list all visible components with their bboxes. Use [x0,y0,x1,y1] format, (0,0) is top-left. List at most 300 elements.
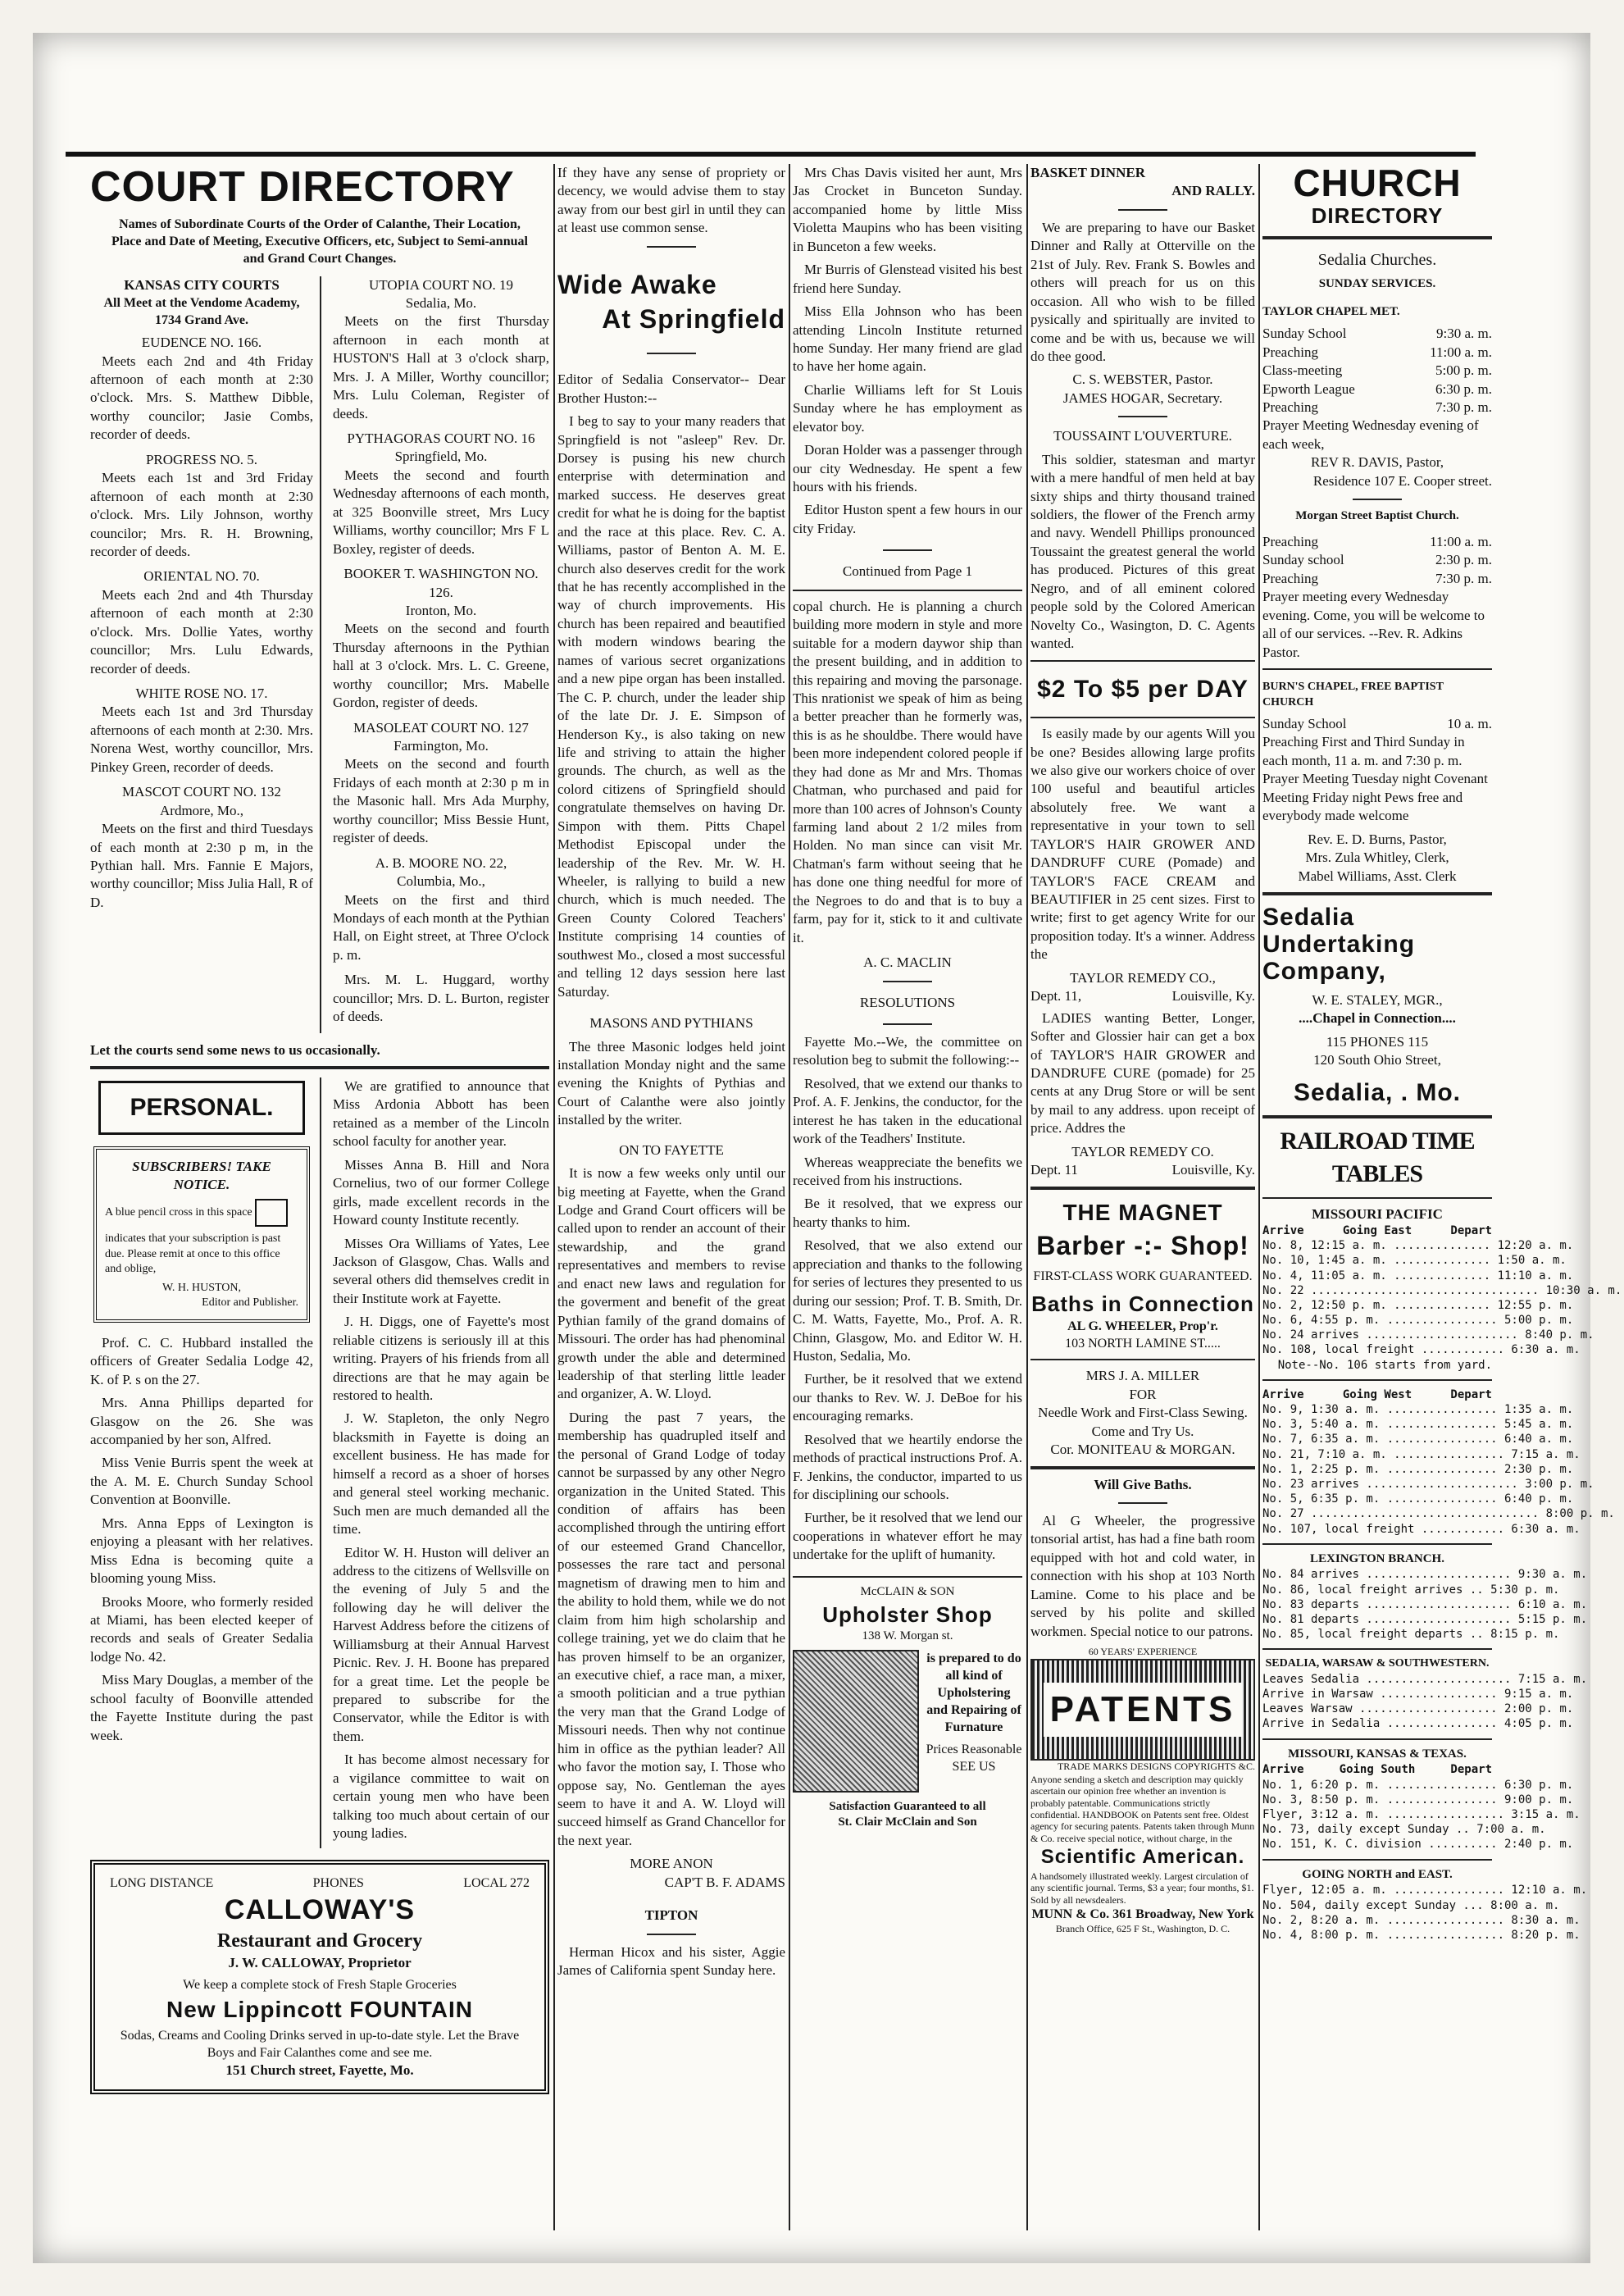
column-springfield [557,164,785,2230]
court-entry [90,783,313,912]
undertaking-chapel: ....Chapel in Connection.... [1299,1010,1456,1027]
patents-ad [1030,1646,1255,1936]
section-rule [1030,717,1255,718]
more-anon: MORE ANON [630,1856,713,1872]
schedule-row [1262,551,1492,569]
section-rule [1030,1187,1255,1190]
train-row: Flyer, 3:12 a. m. ................. 3:15 a. m. [1262,1808,1581,1821]
day-ad-text: Is easily made by our agents Will you be one? Besides allowing large profits we also give our workers choice of over 100 useful and beautiful articles absolutely free. We want a representative in your town to sell TAYLOR'S HAIR GROWER AND DANDRUFF CURE (Pomade) and TAYLOR'S FACE CREAM and BEAUTIFIER in 25 cent sizes. First to write; first to get agency Write for our proposition today. It's a winner. Address the [1030,726,1255,963]
court-entry [333,971,549,1026]
short-rule [883,981,932,982]
court-text: Mrs. M. L. Huggard, worthy councillor; Mrs. D. L. Burton, register of deeds. [332,972,549,1025]
train-row: No. 21, 7:10 a. m. ................ 7:15 a. m. [1262,1447,1581,1461]
schedule-label: Sunday School [1262,326,1347,342]
burns-asst: Mabel Williams, Asst. Clerk [1298,868,1457,884]
train-row: No. 81 departs ..................... 5:15 p. m. [1262,1613,1588,1627]
notice-box [255,1199,288,1227]
court-name: PYTHAGORAS COURT NO. 16 [347,430,535,447]
train-row: No. 85, local freight departs .. 8:15 p. m. [1262,1628,1560,1642]
mcclain-title: Upholster Shop [822,1601,993,1627]
short-rule [647,353,696,354]
section-rule [1262,1543,1492,1545]
day-ad-addr [1030,987,1255,1005]
mcclain-addr: 138 W. Morgan st. [862,1629,953,1642]
section-rule [1262,1379,1492,1381]
local-news-item: Doran Holder was a passenger through our city Wednesday. He spent a few hours with his friends. [793,442,1022,494]
short-rule [647,1934,696,1935]
mcclain-head: McCLAIN & SON [860,1584,955,1598]
section-rule [1262,1738,1492,1740]
court-name: WHITE ROSE NO. 17. [135,686,268,702]
train-col-head: Depart [1450,1387,1492,1401]
section-rule [1262,236,1492,239]
section-rule [1262,1648,1492,1650]
court-place: Ironton, Mo. [405,602,477,618]
court-entry [333,276,549,424]
taylor-chapel-head: TAYLOR CHAPEL MET. [1262,304,1400,318]
miller-text: Needle Work and First-Class Sewing. Come and Try Us. [1038,1405,1248,1439]
court-name: A. B. MOORE NO. 22, [375,854,507,871]
schedule-label: Sunday school [1262,552,1344,568]
resolution-item: Resolved, that we also extend our appreciation and thanks to the following for series of lectures they presented to us during our session; Prof. T. B. Smith, Dr. C. M. Watts, Fayette, Mo., Prof. A. R. Chinn, Glasgow, Mo. and Editor W. H. Huston, Sedalia, Mo. [793,1237,1022,1364]
train-row: No. 24 arrives ...................... 8:40 p. m. [1262,1328,1594,1342]
court-text: Meets on the second and fourth Thursday afternoons in the Pythian hall at 3 o'clock. Mrs. L. C. Greene, worthy councillor; Mrs. Mabelle Gordon, register of deeds. [332,621,549,711]
day-ad-addr-3: Louisville, Ky. [1171,988,1255,1004]
wide-awake-title-2: At Springfield [602,303,785,334]
mp-head: MISSOURI PACIFIC [1312,1205,1443,1222]
court-entry [90,685,313,777]
personal-item: We are gratified to announce that Miss Ardonia Abbott has been retained as a member of the Lincoln school faculty for another year. [332,1078,549,1150]
mcclain-text: is prepared to do all kind of Upholstering and Repairing of Furnature [926,1651,1021,1735]
calloway-line2: Sodas, Creams and Cooling Drinks served in up-to-date style. Let the Brave Boys and Fair Calanthes come and see me. [120,2028,520,2060]
tipton-head: TIPTON [644,1907,698,1924]
personal-item: J. W. Stapleton, the only Negro blacksmith in Fayette is doing an excellent business. He has made for himself a record as a shoer of horses and general steel working mechanic. Such men are much demanded all the time. [332,1410,549,1538]
train-col-head: Arrive [1262,1223,1304,1237]
local-label: LOCAL 272 [463,1875,530,1890]
calloway-name: CALLOWAY'S [224,1893,416,1925]
resolution-item: Further, be it resolved that we extend our thanks to Rev. W. J. DeBoe for his encouraging remarks. [793,1371,1022,1424]
train-row: Leaves Warsaw .................... 2:00 p. m. [1262,1702,1574,1716]
church-title: CHURCH [1293,162,1462,204]
train-row: No. 108, local freight ............ 6:30 a. m. [1262,1343,1581,1357]
train-row: No. 3, 8:50 p. m. ................ 9:00 p. m. [1262,1793,1574,1806]
train-row: No. 4, 8:00 p. m. ................. 8:20 p. m. [1262,1928,1581,1942]
north-head: GOING NORTH and EAST. [1302,1867,1453,1881]
magnet-work: FIRST-CLASS WORK GUARANTEED. [1033,1269,1253,1283]
burns-head: BURN'S CHAPEL, FREE BAPTIST CHURCH [1262,681,1444,708]
mcclain-price: Prices Reasonable [926,1742,1022,1757]
magnet-addr: 103 NORTH LAMINE ST..... [1065,1337,1221,1351]
taylor-residence: Residence 107 E. Cooper street. [1312,472,1492,489]
train-col-head: Depart [1450,1223,1492,1237]
train-row: No. 23 arrives ...................... 3:00 p. m. [1262,1477,1594,1491]
lex-head: LEXINGTON BRANCH. [1310,1551,1444,1565]
undertaking-addr: 120 South Ohio Street, [1313,1052,1441,1068]
mcclain-portrait [793,1650,919,1793]
continued-sign: A. C. MACLIN [863,954,952,971]
patents-text-2: A handsomely illustrated weekly. Largest circulation of any scientific journal. Terms, $3 a year; four months, $1. Sold by all newsdealers. [1030,1870,1254,1906]
notice-role: Editor and Publisher. [202,1296,298,1310]
court-text: Meets each 1st and 3rd Friday afternoon of each month at 2:30 o'clock. Mrs. Lily Johnson, worthy councilor; Mrs. R. H. Browning, recorder of deeds. [90,470,313,559]
train-row: No. 504, daily except Sunday ... 8:00 a. m. [1262,1898,1560,1912]
mkt-head: MISSOURI, KANSAS & TEXAS. [1288,1747,1467,1761]
column-top-text: If they have any sense of propriety or decency, we would advise them to stay away from our best girl in until they can at least use common sense. [557,165,785,236]
resolution-item: Further, be it resolved that we lend our cooperations in whatever effort he may undertake for the uplift of humanity. [793,1510,1022,1563]
notice-sign: W. H. HUSTON, [161,1281,242,1294]
east-columns [1262,1223,1492,1238]
schedule-row [1262,380,1492,399]
section-rule [1262,1859,1492,1861]
section-rule [793,590,1022,591]
ladies-ad-addr-2: Dept. 11 [1030,1162,1078,1178]
court-text: Meets on the first and third Mondays of each month at the Pythian Hall, on Eight street, at Three O'clock p. m. [332,891,549,963]
notice-title: SUBSCRIBERS! TAKE NOTICE. [132,1158,271,1193]
mcclain-foot1: Satisfaction Guaranteed to all [829,1799,986,1813]
patents-munn: MUNN & Co. 361 Broadway, New York [1031,1906,1254,1921]
undertaking-mgr: W. E. STALEY, MGR., [1312,991,1443,1008]
section-rule [1262,1115,1492,1118]
sedalia-churches: Sedalia Churches. [1317,251,1437,270]
resolution-item: Resolved that we heartily endorse the methods of practical instructions Prof. A. F. Jenkins, the conductor, imparted to us for disciplining our schools. [793,1431,1022,1502]
short-rule [1118,209,1167,211]
continued-text: copal church. He is planning a church building more modern in style and more suitable for a modern daywor ship than the present building, and in addition to this repairing and moving the parsonage. This nrationist we speak of him as being a better preacher than he formerly was, this is as he shouldbe. There would have been more independent colored people if they had done as Mr and Mrs. Thomas Chatman, who purchased and paid for more than 100 acres of Johnson's County farming land about 2 1/2 miles from Holden. No man since can visit Mr. Chatman's farm without seeing that he has done one thing needful for more of the Negroes to do and that is to buy a farm, pay for it, stick to it and cultivate it. [793,598,1022,945]
toussaint-text: This soldier, statesman and martyr with a mere handful of men held at bay sixty ships and thirty thousand trained soldiers, the flower of the French army and navy. Wendell Phillips pronounced Toussaint the greatest general the world has produced. Pictures of this great Negro, and of all eminent colored people sold by the Colored American Novelty Co., Wasington, D. C. Agents wanted. [1030,451,1255,652]
calloway-prop: J. W. CALLOWAY, Proprietor [228,1955,412,1971]
personal-item: Misses Ora Williams of Yates, Lee Jackson of Glasgow, Chas. Walls and several others did themselves credit in their Institute work at Fayette. [332,1235,549,1306]
schedule-row [1262,362,1492,380]
schedule-time: 9:30 a. m. [1436,326,1492,342]
miller-name: MRS J. A. MILLER [1085,1368,1200,1384]
schedule-row [1262,570,1492,588]
schedule-label: Preaching [1262,344,1318,360]
court-entry [333,430,549,558]
court-entry [333,854,549,965]
court-name: UTOPIA COURT NO. 19 [369,276,513,293]
baths-text: Al G Wheeler, the progressive tonsorial artist, has had a fine bath room equipped with hot and cold water, in connection with his shop at 103 North Lamine. Come to his place and be served by his polite and skilled workmen. Special notice to our patrons. [1030,1513,1255,1639]
schedule-label: Preaching [1262,399,1318,416]
magnet-prop: AL G. WHEELER, Prop'r. [1067,1319,1218,1334]
continued-head: Continued from Page 1 [842,563,973,580]
personal-item: Misses Anna B. Hill and Nora Cornelius, two of our former College girls, made excellent records in the Howard county Institute recently. [332,1156,549,1228]
court-entry [333,565,549,713]
local-news-item: Miss Ella Johnson who has been attending Lincoln Institute returned home Sunday. Her many friend are glad to have her home again. [793,303,1022,375]
court-entry [90,567,313,678]
local-news-item: Editor Huston spent a few hours in our city Friday. [793,502,1022,536]
schedule-time: 11:00 a. m. [1430,344,1492,360]
fayette-head: ON TO FAYETTE [619,1141,724,1158]
personal-left [90,1077,321,1848]
warsaw-head: SEDALIA, WARSAW & SOUTHWESTERN. [1265,1657,1490,1670]
column-ads [1030,164,1255,2230]
court-text: Meets each 2nd and 4th Thursday afternoon of each month at 2:30 o'clock. Mrs. Dollie Yates, worthy councillor; Mrs. Lulu Edwards, recorder of deeds. [90,586,313,676]
court-text: Meets on the second and fourth Fridays of each month at 2:30 p m in the Masonic hall. Mrs Ada Murphy, worthy councillor; Miss Bessie Hunt, register of deeds. [332,756,549,846]
railroad-title: RAILROAD TIME TABLES [1280,1128,1475,1187]
column-rule [789,164,790,2230]
fayette-paragraph: During the past 7 years, the membership has quadrupled itself and the personal of Grand Lodge of today cannot be surpassed by any other Negro organization in the United Stated. This condition of affairs has been accomplished through the untiring effort of our esteemed Grand Chancellor, possesses the rare tact and personal magnetism of drawing men to him and the ability to hold them, while we do not claim from him high scholarship and college training, yet we do claim that he has proven himself to be an organizer, an executive chief, a race man, a mixer, a smooth politician and a true pythian the very man that the Grand Lodge of Missouri needs. Then why not continue him in office as the pythian leader? All who favor the motion say, I. Those who oppose say, No. Gentleman the ayes seem to have it and A. W. Lloyd will succeed himself as Grand Chancellor for the next year. [557,1409,785,1848]
basket-sign-1: C. S. WEBSTER, Pastor. [1072,371,1213,388]
train-row: No. 1, 2:25 p. m. ................ 2:30 p. m. [1262,1462,1574,1476]
court-left-list [90,276,321,1033]
personal-right [333,1077,549,1848]
schedule-time: 5:00 p. m. [1435,362,1492,379]
section-rule [1262,892,1492,895]
schedule-time: 10 a. m. [1447,716,1492,732]
train-col-head: Going West [1342,1387,1412,1401]
patents-exp: 60 YEARS' EXPERIENCE [1088,1646,1198,1658]
schedule-row [1262,399,1492,417]
calloway-ad [90,1860,549,2095]
letter-salutation: Editor of Sedalia Conservator-- Dear Brother Huston:-- [557,371,785,406]
burns-note: Preaching First and Third Sunday in each month, 11 a. m. and 7:30 p. m. [1262,734,1465,768]
masons-text: The three Masonic lodges held joint installation Monday night and the same evening the Knights of Pythias and Court of Calanthe were also jointly installed by the writer. [557,1038,785,1128]
court-name: MASCOT COURT NO. 132 [122,784,281,800]
short-rule [1118,416,1167,417]
masthead-rule [66,152,1476,157]
patents-marks: TRADE MARKS DESIGNS COPYRIGHTS &C. [1057,1760,1255,1772]
schedule-time: 2:30 p. m. [1435,552,1492,568]
court-directory-title: COURT DIRECTORY [90,163,515,211]
train-row: No. 84 arrives ..................... 9:30 a. m. [1262,1568,1588,1582]
train-col-head: Arrive [1262,1763,1304,1777]
morgan-head: Morgan Street Baptist Church. [1295,509,1459,523]
schedule-label: Preaching [1262,534,1318,550]
west-columns [1262,1387,1492,1402]
schedule-time: 7:30 p. m. [1435,570,1492,586]
train-row: Arrive in Sedalia ................ 4:05 p. m. [1262,1717,1574,1731]
personal-item: Brooks Moore, who formerly resided at Miami, has been elected keeper of records and seals of Greater Sedalia lodge No. 42. [90,1593,313,1665]
train-row: No. 5, 6:35 p. m. ................ 6:40 p. m. [1262,1492,1574,1506]
short-rule [883,1023,932,1025]
magnet-title: THE MAGNET [1062,1199,1223,1225]
burns-clerk: Mrs. Zula Whitley, Clerk, [1305,850,1449,866]
court-text: Meets on the first Thursday afternoon in each month at HUSTON'S Hall at 3 o'clock sharp, Mrs. J. A Miller, Worthy councillor; Mrs. Lulu Coleman, Register of deeds. [332,313,549,421]
section-rule [1030,1466,1255,1469]
schedule-time: 11:00 a. m. [1430,534,1492,550]
mcclain-foot2: St. Clair McClain and Son [838,1815,977,1829]
train-row: No. 8, 12:15 a. m. .............. 12:20 a. m. [1262,1239,1574,1253]
section-rule [1262,1197,1492,1199]
magnet-baths: Baths in Connection [1031,1291,1254,1316]
column-local-news [793,164,1022,2230]
masons-head: MASONS AND PYTHIANS [589,1015,753,1032]
short-rule [1118,1502,1167,1504]
train-row: No. 151, K. C. division .......... 2:40 p. m. [1262,1838,1574,1852]
court-footer: Let the courts send some news to us occasionally. [90,1041,380,1058]
resolution-item: Resolved, that we extend our thanks to Prof. A. F. Jenkins, the conductor, for the interest he has taken in the educational work of the Teadhers' Institute. [793,1075,1022,1147]
local-news-item: Mrs Chas Davis visited her aunt, Mrs Jas Crocket in Bunceton Sunday. accompanied home by little Miss Violetta Maupins who has been visiting in Bunceton a few weeks. [793,165,1022,254]
column-rule [553,164,555,2230]
toussaint-head: TOUSSAINT L'OUVERTURE. [1053,428,1232,444]
phones-label: PHONES [312,1875,364,1890]
schedule-time: 7:30 p. m. [1435,399,1492,416]
patents-logo-text: PATENTS [1044,1683,1243,1737]
schedule-row [1262,715,1492,733]
schedule-row [1262,344,1492,362]
court-right-list [333,276,549,1033]
court-place: Columbia, Mo., [397,873,485,890]
train-row: No. 107, local freight ............ 6:30 a. m. [1262,1522,1581,1536]
taylor-note: Prayer Meeting Wednesday evening of each week, [1262,417,1479,452]
court-text: Meets each 2nd and 4th Friday afternoon of each month at 2:30 o'clock. Mrs. S. Matthew Dibble, worthy councilor; Jasie Combs, recorder of deeds. [90,353,313,443]
ladies-ad-addr [1030,1161,1255,1179]
column-rule [1026,164,1028,2230]
notice-line [105,1199,298,1227]
day-ad-addr-2: Dept. 11, [1030,988,1082,1004]
burns-pastor: Rev. E. D. Burns, Pastor, [1308,831,1447,847]
undertaking-title: Sedalia Undertaking Company, [1262,903,1416,985]
morgan-note: Prayer meeting every Wednesday evening. Come, you will be welcome to all of our services. --Rev. R. Adkins Pastor. [1262,589,1485,660]
resolution-item: Fayette Mo.--We, the committee on resolution beg to submit the following:-- [793,1033,1022,1068]
resolution-item: Whereas weappreciate the benefits we received from his instructions. [793,1154,1022,1188]
schedule-time: 6:30 p. m. [1435,380,1492,397]
long-distance-label: LONG DISTANCE [110,1875,214,1890]
ladies-ad-addr-1: TAYLOR REMEDY CO. [1071,1143,1214,1159]
court-personal-section [90,164,549,2230]
section-rule [1030,1359,1255,1360]
basket-head-2: AND RALLY. [1171,183,1255,199]
day-ad-head: $2 To $5 per DAY [1037,675,1249,703]
column-church-railroad [1262,162,1622,2230]
kansas-city-head: KANSAS CITY COURTS [124,276,280,293]
schedule-label: Epworth League [1262,380,1355,397]
train-col-head: Going East [1342,1223,1412,1237]
magnet-barber: Barber -:- Shop! [1036,1230,1249,1260]
court-name: ORIENTAL NO. 70. [143,568,260,585]
tipton-text: Herman Hicox and his sister, Aggie James of California spent Sunday here. [557,1943,785,1979]
short-rule [883,549,932,551]
personal-item: Prof. C. C. Hubbard installed the officers of Greater Sedalia Lodge 42, K. of P. s on the 27. [90,1334,313,1387]
court-entry [90,334,313,444]
east-note: Note--No. 106 starts from yard. [1277,1358,1492,1372]
court-place: Springfield, Mo. [394,449,488,465]
sunday-services: SUNDAY SERVICES. [1318,276,1436,290]
resolutions-head: RESOLUTIONS [859,994,956,1010]
train-col-head: Arrive [1262,1387,1304,1401]
train-row: No. 7, 6:35 a. m. ................ 6:40 a. m. [1262,1433,1574,1446]
court-name: PROGRESS NO. 5. [145,451,258,467]
basket-text: We are preparing to have our Basket Dinner and Rally at Otterville on the 21st of July. Rev. Frank S. Bowles and others will preach for us on this occasion. All who wish to be filled pysically and spiritually are invited to come and be with us, because we will do thee good. [1030,219,1255,364]
burns-prayer: Prayer Meeting Tuesday night Covenant Meeting Friday night Pews free and everybody made welcome [1262,771,1488,824]
local-news-item: Mr Burris of Glenstead visited his best friend here Sunday. [793,262,1022,296]
ladies-ad-text: LADIES wanting Better, Longer, Softer and Glossier hair can get a box of TAYLOR'S HAIR GROWER and DANDRUFE CURE (pomade) for 25 cents at any Drug Store or will be sent by mail to any address. upon receipt of price. Addres the [1030,1009,1255,1137]
train-row: No. 2, 12:50 p. m. .............. 12:55 p. m. [1262,1298,1574,1312]
personal-item: It has become almost necessary for a vigilance committee to wait on certain young men who have been talking too much about certain of our young ladies. [332,1752,549,1842]
train-row: Leaves Sedalia ..................... 7:15 a. m. [1262,1672,1588,1686]
court-entry [90,451,313,562]
train-row: No. 27 ................................. 8:00 p. m. [1262,1507,1615,1521]
section-rule [1030,660,1255,662]
basket-sign-2: JAMES HOGAR, Secretary. [1062,390,1223,406]
resolution-item: Be it resolved, that we express our hearty thanks to him. [793,1196,1022,1230]
baths-head: Will Give Baths. [1094,1476,1192,1492]
calloway-phones [110,1875,530,1892]
personal-item: Mrs. Anna Epps of Lexington is enjoying a pleasant with her relatives. Miss Edna is becoming quite a blooming young Miss. [90,1515,313,1587]
train-row: No. 10, 1:45 a. m. .............. 1:50 a. m. [1262,1254,1567,1268]
undertaking-city: Sedalia, . Mo. [1293,1078,1462,1106]
patents-branch: Branch Office, 625 F St., Washington, D. C. [1055,1923,1231,1935]
court-name: MASOLEAT COURT NO. 127 [353,719,529,736]
court-entry [333,719,549,848]
day-ad-addr-1: TAYLOR REMEDY CO., [1070,969,1216,986]
short-rule [1353,499,1402,500]
train-row: No. 3, 5:40 a. m. ................ 5:45 a. m. [1262,1418,1574,1432]
patents-text: Anyone sending a sketch and description may quickly ascertain our opinion free whether an invention is probably patentable. Communications strictly confidential. HANDBOOK on Patents sent free. Oldest agency for securing patents. Patents taken through Munn & Co. receive special notice, without charge, in the [1030,1773,1255,1844]
personal-item: Editor W. H. Huston will deliver an address to the citizens of Wellsville on the evening of July 5 and the following day he will deliver the Harvest Address before the citizens of Williamsburg at their Annual Harvest Picnic. Rev. J. H. Boone has prepared for a great time. Let the people be prepared to subscribe for the Conservator, while the Editor is with them. [332,1544,549,1744]
train-col-head: Depart [1450,1763,1492,1777]
personal-item: Miss Mary Douglas, a member of the school faculty of Boonville attended the Fayette Institute during the past week. [90,1672,313,1743]
train-col-head: Going South [1339,1763,1416,1777]
taylor-pastor: REV R. DAVIS, Pastor, [1310,454,1444,471]
schedule-label: Sunday School [1262,716,1347,732]
personal-item: Miss Venie Burris spent the week at the A. M. E. Church Sunday School Convention at Boonville. [90,1455,313,1508]
court-text: Meets the second and fourth Wednesday afternoons of each month, at 325 Boonville street, Mrs Lucy Williams, worthy councillor; Mrs F L Boxley, register of deeds. [332,467,549,557]
mcclain-body [926,1650,1022,1793]
notice-line-text: A blue pencil cross in this space [105,1206,252,1219]
train-row: No. 1, 6:20 p. m. ................ 6:30 p. m. [1262,1778,1574,1792]
train-row: No. 6, 4:55 p. m. ................ 5:00 p. m. [1262,1314,1574,1328]
undertaking-phones: 115 PHONES 115 [1326,1033,1429,1050]
train-row: No. 22 ................................. 10:30 a. m. [1262,1283,1622,1297]
section-rule [793,1576,1022,1578]
basket-head: BASKET DINNER [1030,165,1145,180]
subscribers-notice [93,1146,310,1323]
calloway-fountain: New Lippincott FOUNTAIN [166,1996,473,2022]
calloway-sub: Restaurant and Grocery [216,1929,423,1952]
section-rule [90,1066,549,1069]
court-text: Meets on the first and third Tuesdays of each month at 2:30 p m, in the Pythian hall. Mrs. Fannie E Majors, worthy councillor; Miss Julia Hall, R of D. [90,821,313,910]
train-row: No. 4, 11:05 a. m. .............. 11:10 a. m. [1262,1269,1574,1282]
schedule-row [1262,533,1492,551]
schedule-row [1262,325,1492,343]
train-row: No. 9, 1:30 a. m. ................ 1:35 a. m. [1262,1403,1574,1416]
train-row: No. 83 departs ..................... 6:10 a. m. [1262,1597,1588,1611]
court-name: BOOKER T. WASHINGTON NO. 126. [343,566,539,600]
court-name: EUDENCE NO. 166. [141,335,262,351]
court-place: Ardmore, Mo., [160,802,243,818]
calloway-line1: We keep a complete stock of Fresh Staple Groceries [183,1977,457,1992]
notice-text: indicates that your subscription is past due. Please remit at once to this office and oblige, [105,1232,281,1276]
schedule-label: Preaching [1262,570,1318,586]
fayette-paragraph: It is now a few weeks only until our big meeting at Fayette, when the Grand Lodge and Grand Court officers will be called upon to render an account of their stewardship, and the grand representatives and members to revise and enact new laws and regulation for the goverment and benefit of the great Pythian family of the grand domains of Missouri. The order has had phenominal growth under the able and determined leadership of that sterling little leader and organizer, A. W. Lloyd. [557,1165,785,1402]
train-row: Flyer, 12:05 a. m. ................ 12:10 a. m. [1262,1884,1588,1897]
church-sub: DIRECTORY [1311,203,1444,228]
calloway-addr: 151 Church street, Fayette, Mo. [225,2061,414,2078]
personal-item: Mrs. Anna Phillips departed for Glasgow on the 26. She was accompanied by her son, Alfred. [90,1395,313,1448]
short-rule [647,246,696,248]
court-place: Farmington, Mo. [393,738,489,754]
local-news-item: Charlie Williams left for St Louis Sunday where he has employment as elevator boy. [793,381,1022,435]
column-rule [1258,164,1260,2230]
mcclain-see: SEE US [952,1760,996,1774]
miller-for: FOR [1129,1386,1157,1402]
miller-addr: Cor. MONITEAU & MORGAN. [1050,1442,1235,1458]
letter-paragraph: I beg to say to your many readers that Springfield is not "asleep" Rev. Dr. Dorsey is pusing his new church enterprise with determination and marked success. He deserves great credit for what he is doing for the baptist and the race at this place. Rev. C. A. Williams, pastor of Benton A. M. E. church also deserves credit for the work that he has recently accomplished in the way of church improvements. His church has been repaired and beautified with modern windows bearing the names of various secret organizations and a new pipe organ has been installed. The C. P. church, under the leader ship of the late Dr. J. E. Simpson of Henderson Ky., is also taking on new life and striving to attain the higher grounds. The church, as well as the colord citizens of Springfield should congratulate themselves on having Dr. Simpon with them. Pitts Chapel Methodist Episcopal under the leadership of the Rev. Mr. W. H. Wheeler, is rallying to build a new church, which is much needed. The Green County Colored Teachers' Institute comprising 14 counties of southwest Mo., closed a most successful and telling 12 days session here last Saturday. [557,413,785,1000]
kansas-city-sub: All Meet at the Vendome Academy, 1734 Grand Ave. [103,295,300,328]
court-text: Meets each 1st and 3rd Thursday afternoons of each month at 2:30. Mrs. Norena West, worthy councillor, Mrs. Pinkey Green, recorder of deeds. [90,704,313,775]
wide-awake-title-1: Wide Awake [557,269,717,299]
train-row: No. 2, 8:20 a. m. ................. 8:30 a. m. [1262,1913,1581,1927]
letter-signature: CAP'T B. F. ADAMS [664,1874,785,1890]
section-rule [1262,668,1492,670]
court-place: Sedalia, Mo. [405,294,477,311]
train-row: No. 86, local freight arrives .. 5:30 p. m. [1262,1583,1560,1597]
personal-title: PERSONAL. [98,1081,305,1135]
patents-sa: Scientific American. [1040,1846,1245,1869]
mkt-columns [1262,1762,1492,1777]
schedule-label: Class-meeting [1262,362,1343,379]
patents-logo [1030,1659,1255,1761]
ladies-ad-addr-3: Louisville, Ky. [1171,1162,1255,1178]
